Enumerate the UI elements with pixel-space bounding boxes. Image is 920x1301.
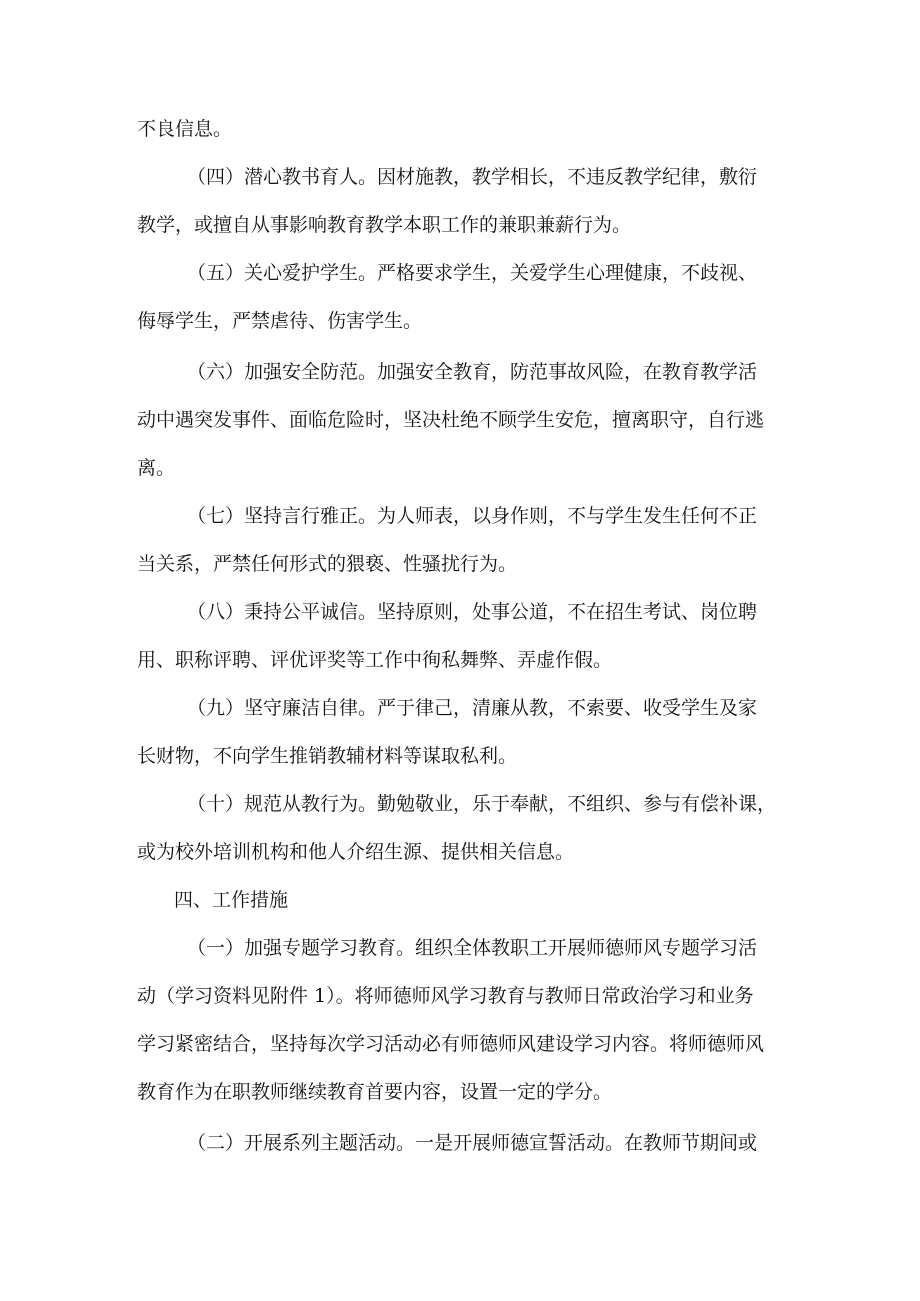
measure-2-line-1: （二）开展系列主题活动。一是开展师德宣誓活动。在教师节期间或 (187, 1132, 758, 1154)
measure-1-line-2: 动（学习资料见附件 1）。将师德师风学习教育与教师日常政治学习和业务 (137, 985, 754, 1007)
paragraph-8-line-2: 用、职称评聘、评优评奖等工作中徇私舞弊、弄虚作假。 (137, 649, 613, 671)
paragraph-10-line-2: 或为校外培训机构和他人介绍生源、提供相关信息。 (137, 841, 575, 863)
paragraph-10-line-1: （十）规范从教行为。勤勉敬业，乐于奉献，不组织、参与有偿补课， (187, 793, 777, 815)
section-heading: 四、工作措施 (174, 889, 289, 911)
paragraph-8-line-1: （八）秉持公平诚信。坚持原则，处事公道，不在招生考试、岗位聘 (187, 601, 758, 623)
paragraph-6-line-3: 离。 (137, 457, 176, 479)
text-line: 不良信息。 (137, 118, 233, 140)
measure-1-line-1: （一）加强专题学习教育。组织全体教职工开展师德师风专题学习活 (187, 937, 758, 959)
paragraph-7-line-2: 当关系，严禁任何形式的猥亵、性骚扰行为。 (137, 553, 518, 575)
paragraph-5-line-1: （五）关心爱护学生。严格要求学生，关爱学生心理健康，不歧视、 (187, 262, 758, 284)
paragraph-4-line-2: 教学，或擅自从事影响教育教学本职工作的兼职兼薪行为。 (137, 214, 632, 236)
paragraph-6-line-1: （六）加强安全防范。加强安全教育，防范事故风险，在教育教学活 (187, 361, 758, 383)
measure-1-line-4: 教育作为在职教师继续教育首要内容，设置一定的学分。 (137, 1081, 613, 1103)
paragraph-4-line-1: （四）潜心教书育人。因材施教，教学相长，不违反教学纪律，敷衍 (187, 166, 758, 188)
paragraph-5-line-2: 侮辱学生，严禁虐待、伤害学生。 (137, 310, 423, 332)
measure-1-line-3: 学习紧密结合，坚持每次学习活动必有师德师风建设学习内容。将师德师风 (137, 1033, 765, 1055)
paragraph-9-line-2: 长财物，不向学生推销教辅材料等谋取私利。 (137, 745, 518, 767)
paragraph-9-line-1: （九）坚守廉洁自律。严于律己，清廉从教，不索要、收受学生及家 (187, 697, 758, 719)
paragraph-6-line-2: 动中遇突发事件、面临危险时，坚决杜绝不顾学生安危，擅离职守，自行逃 (137, 409, 765, 431)
paragraph-7-line-1: （七）坚持言行雅正。为人师表，以身作则，不与学生发生任何不正 (187, 505, 758, 527)
